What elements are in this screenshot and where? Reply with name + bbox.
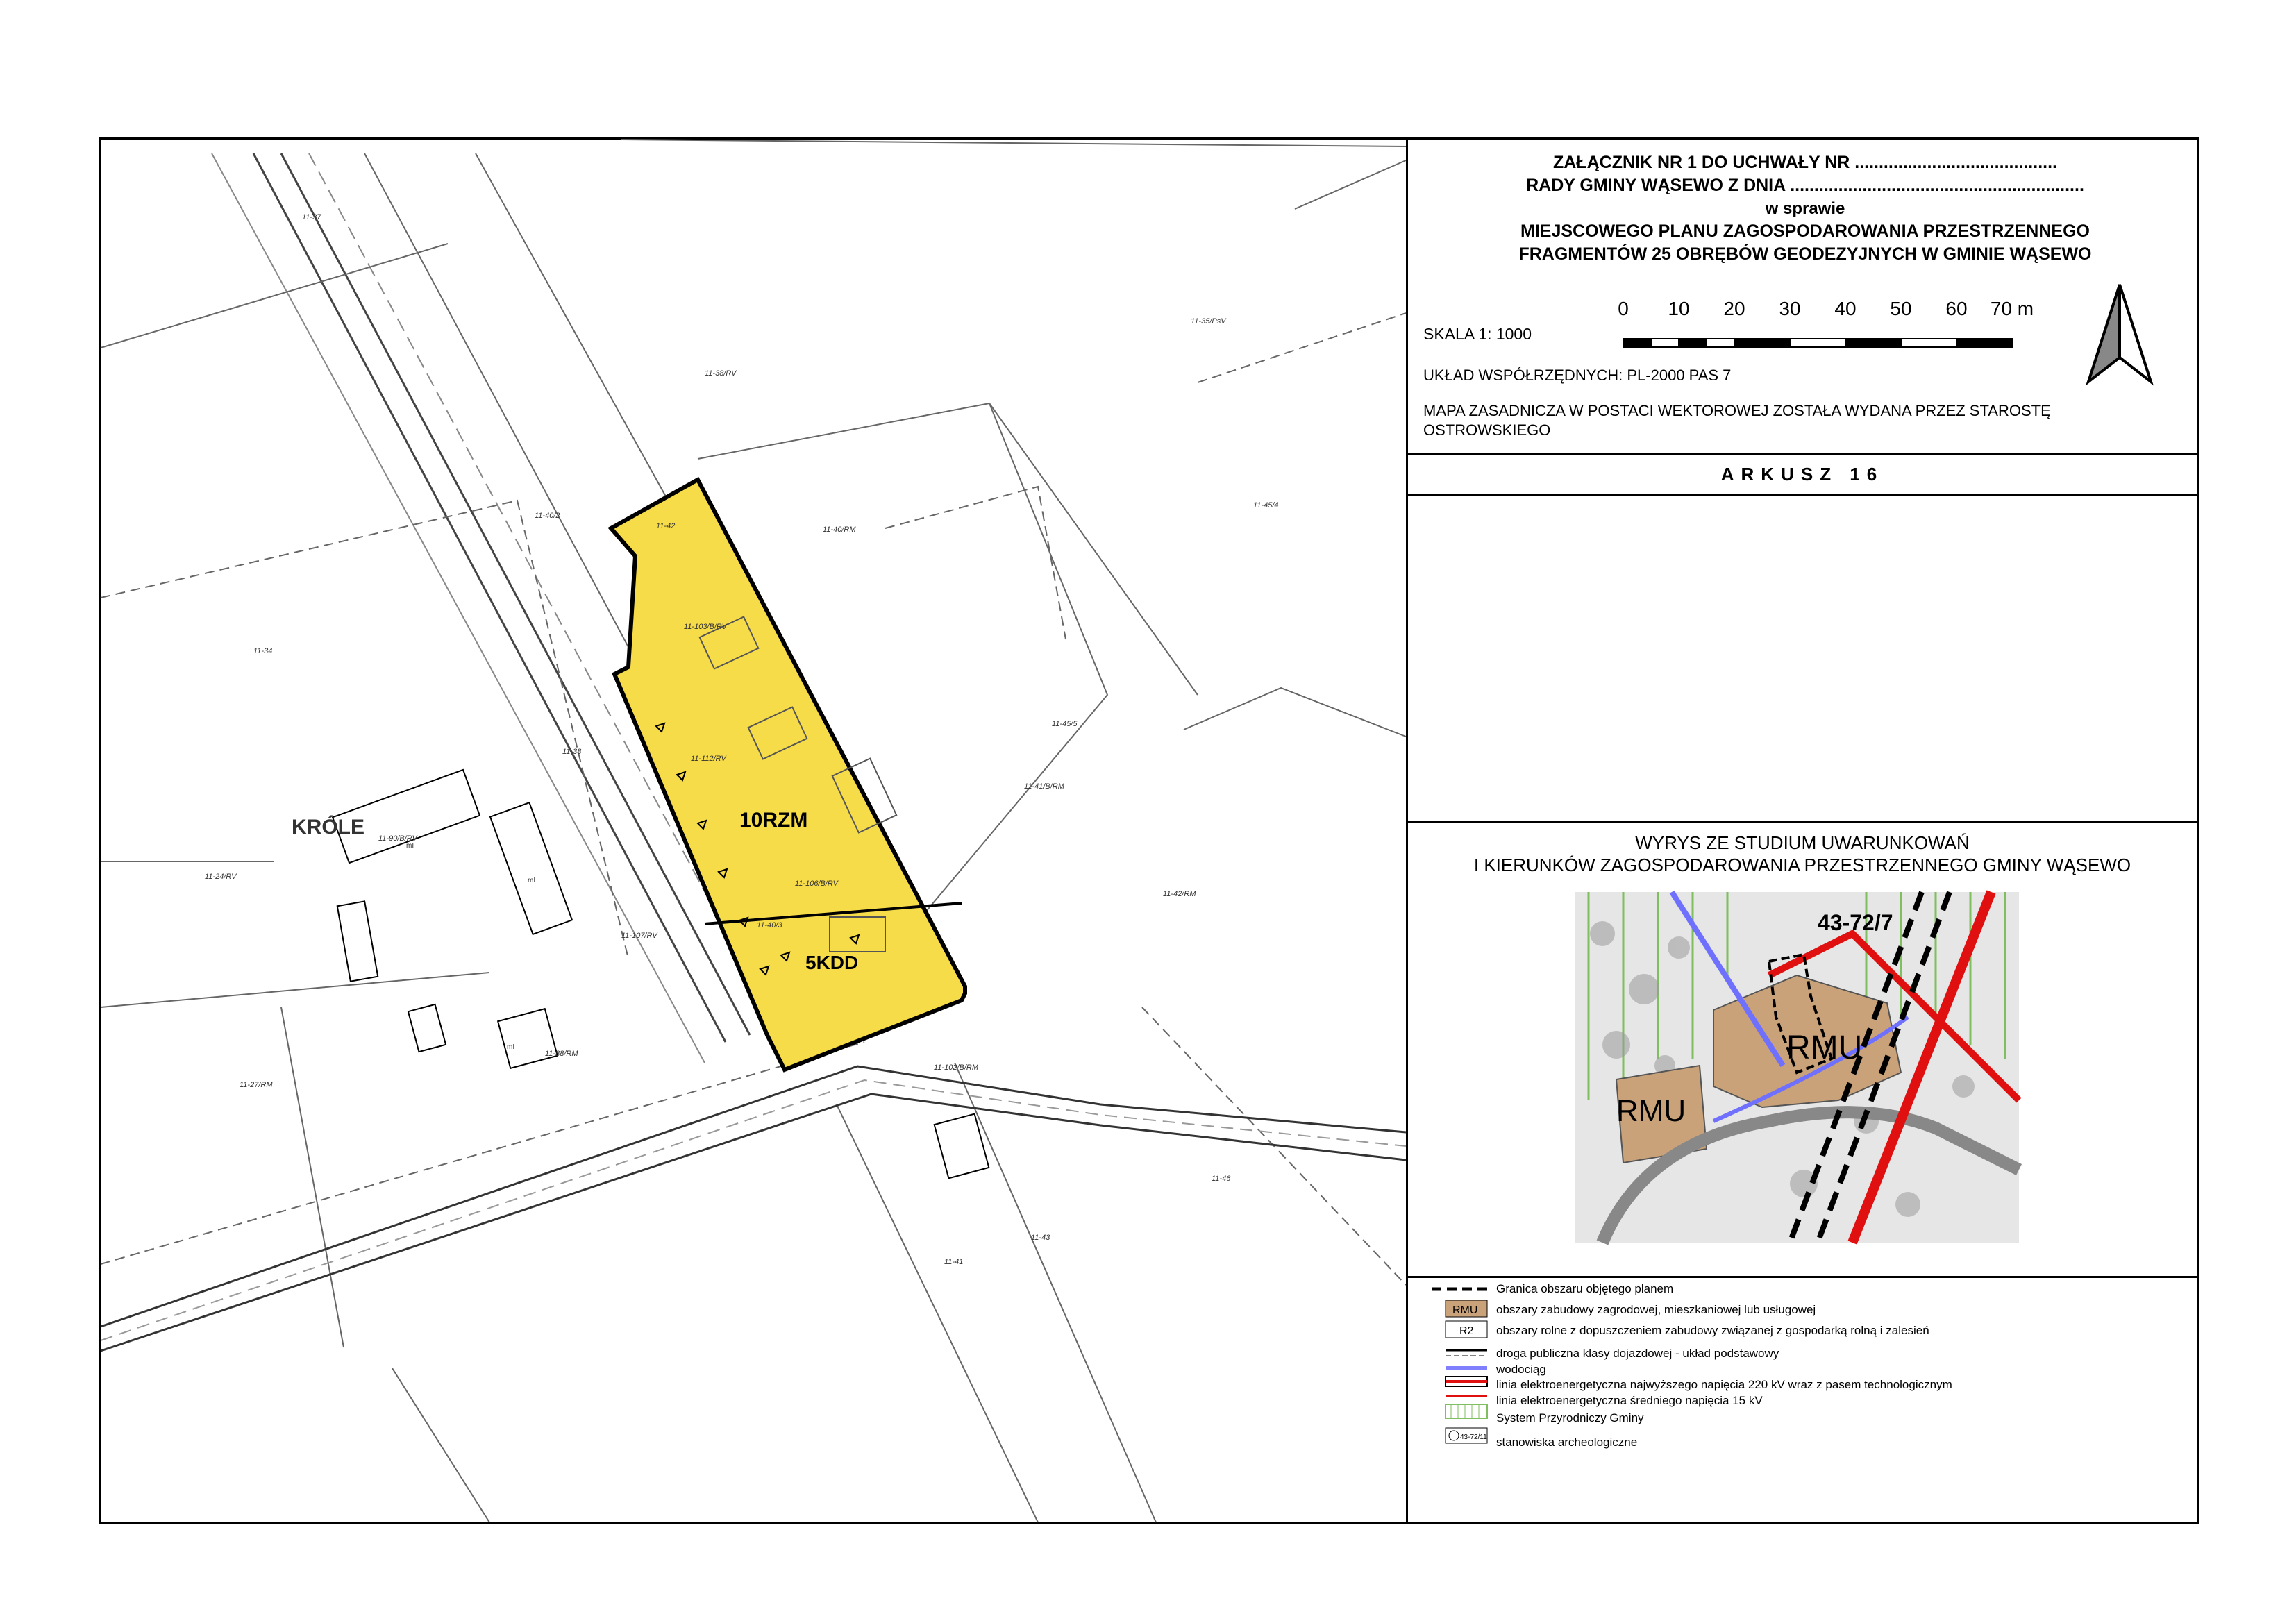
scale-bar: [1611, 297, 2034, 360]
legend-symbol-text: R2: [1459, 1325, 1474, 1337]
zone-label-10rzm: 10RZM: [739, 809, 808, 832]
parcel-label: 11-45/4: [1253, 501, 1279, 510]
study-site-label: 43-72/7: [1818, 910, 1893, 935]
parcel-label: 11-45/5: [1052, 720, 1078, 728]
parcel-label: 11-40/2: [535, 512, 560, 520]
separator: [1408, 1276, 2197, 1278]
scale-label: SKALA 1: 1000: [1423, 325, 1532, 343]
legend-text-archaeology: stanowiska archeologiczne: [1496, 1436, 1638, 1449]
parcel-label: 11-102/B/RM: [934, 1063, 978, 1072]
parcel-label: 11-38: [562, 748, 582, 756]
parcel-label: 11-42/RM: [1163, 890, 1196, 898]
parcel-label: 11-35/PsV: [1191, 317, 1226, 326]
scale-tick-label: 40: [1834, 298, 1857, 319]
scale-tick-label: 60: [1945, 298, 1968, 319]
legend-text-natural-system: System Przyrodniczy Gminy: [1496, 1411, 1644, 1424]
cadastral-map: [101, 140, 1406, 1522]
legend-symbol-text: 43-72/11: [1460, 1433, 1487, 1441]
legend-symbol-text: RMU: [1452, 1304, 1478, 1316]
building-tag: mI: [528, 877, 536, 884]
parcel-label: 11-42: [656, 522, 676, 530]
legend-text-boundary: Granica obszaru objętego planem: [1496, 1282, 1674, 1295]
parcel-label: 11-40/3: [757, 921, 782, 930]
title-line-council: RADY GMINY WĄSEWO Z DNIA .............................................................: [1526, 176, 2084, 195]
parcel-label: 11-90/B/RV: [378, 834, 417, 843]
study-zone-label: RMU: [1786, 1029, 1863, 1066]
title-line-subject: w sprawie: [1765, 199, 1845, 218]
parcel-label: 11-38/RV: [705, 369, 737, 378]
study-title-line2: I KIERUNKÓW ZAGOSPODAROWANIA PRZESTRZENNEGO GMINY WĄSEWO: [1473, 855, 2131, 875]
parcel-label: 11-46: [1212, 1175, 1231, 1183]
source-note: MAPA ZASADNICZA W POSTACI WEKTOROWEJ ZOSTAŁA WYDANA PRZEZ STAROSTĘ OSTROWSKIEGO: [1423, 402, 2051, 439]
parcel-label: 11-40/RM: [823, 525, 856, 534]
legend-text-rmu: obszary zabudowy zagrodowej, mieszkaniowej lub usługowej: [1496, 1303, 1816, 1316]
parcel-label: 11-34: [253, 647, 273, 655]
building-tag: mI: [507, 1043, 515, 1051]
parcel-label: 11-37: [302, 213, 321, 221]
parcel-label: 11-27/RM: [240, 1081, 273, 1089]
study-excerpt-title: [1408, 832, 2197, 876]
study-zone-label: RMU: [1616, 1094, 1686, 1128]
scale-tick-label: 10: [1668, 298, 1690, 319]
legend-text-hv-line: linia elektroenergetyczna najwyższego napięcia 220 kV wraz z pasem technologicznym: [1496, 1378, 1952, 1391]
building-tag: mI: [406, 842, 414, 850]
scale-tick-label: 0: [1618, 298, 1629, 319]
parcel-label: 11-107/RV: [621, 932, 657, 940]
parcel-label: 11-88/RM: [545, 1050, 578, 1058]
scale-tick-label: 20: [1723, 298, 1745, 319]
legend-text-road: droga publiczna klasy dojazdowej - układ podstawowy: [1496, 1347, 1779, 1360]
parcel-label: 11-41: [944, 1258, 964, 1266]
title-line-plan: MIEJSCOWEGO PLANU ZAGOSPODAROWANIA PRZESTRZENNEGO: [1520, 221, 2090, 241]
title-line-attachment: ZAŁĄCZNIK NR 1 DO UCHWAŁY NR ..........................................: [1553, 153, 2057, 172]
study-title-line1: WYRYS ZE STUDIUM UWARUNKOWAŃ: [1635, 832, 1970, 853]
study-excerpt-map: [1575, 892, 2019, 1243]
parcel-label: 11-43: [1031, 1234, 1050, 1242]
legend-text-mv-line: linia elektroenergetyczna średniego napięcia 15 kV: [1496, 1394, 1763, 1407]
legend-symbols: [1430, 1281, 1493, 1475]
separator: [1408, 494, 2197, 496]
parcel-label: 11-41/B/RM: [1024, 782, 1064, 791]
separator: [1408, 453, 2197, 455]
parcel-label: 11-24/RV: [205, 873, 237, 881]
scale-tick-label: 50: [1890, 298, 1912, 319]
legend-text-r2: obszary rolne z dopuszczeniem zabudowy związanej z gospodarką rolną i zalesień: [1496, 1324, 1929, 1337]
village-label: KRÓLE: [292, 816, 364, 839]
zone-label-5kdd: 5KDD: [805, 952, 859, 973]
scale-tick-label: 70 m: [1990, 298, 2034, 319]
panel-divider: [1406, 137, 1408, 1524]
legend-text-water: wodociąg: [1496, 1363, 1546, 1376]
parcel-label: 11-103/B/RV: [684, 623, 727, 631]
sheet-number: ARKUSZ 16: [1720, 464, 1884, 485]
title-line-fragments: FRAGMENTÓW 25 OBRĘBÓW GEODEZYJNYCH W GMINIE WĄSEWO: [1518, 244, 2092, 264]
coordinate-system: UKŁAD WSPÓŁRZĘDNYCH: PL-2000 PAS 7: [1423, 367, 1732, 384]
title-block: [1444, 151, 2166, 266]
parcel-label: 11-106/B/RV: [795, 880, 838, 888]
zone-10rzm-area: [611, 480, 965, 1070]
north-arrow-icon: [2081, 281, 2158, 385]
separator: [1408, 821, 2197, 823]
scale-tick-label: 30: [1779, 298, 1801, 319]
parcel-label: 11-112/RV: [691, 755, 726, 763]
